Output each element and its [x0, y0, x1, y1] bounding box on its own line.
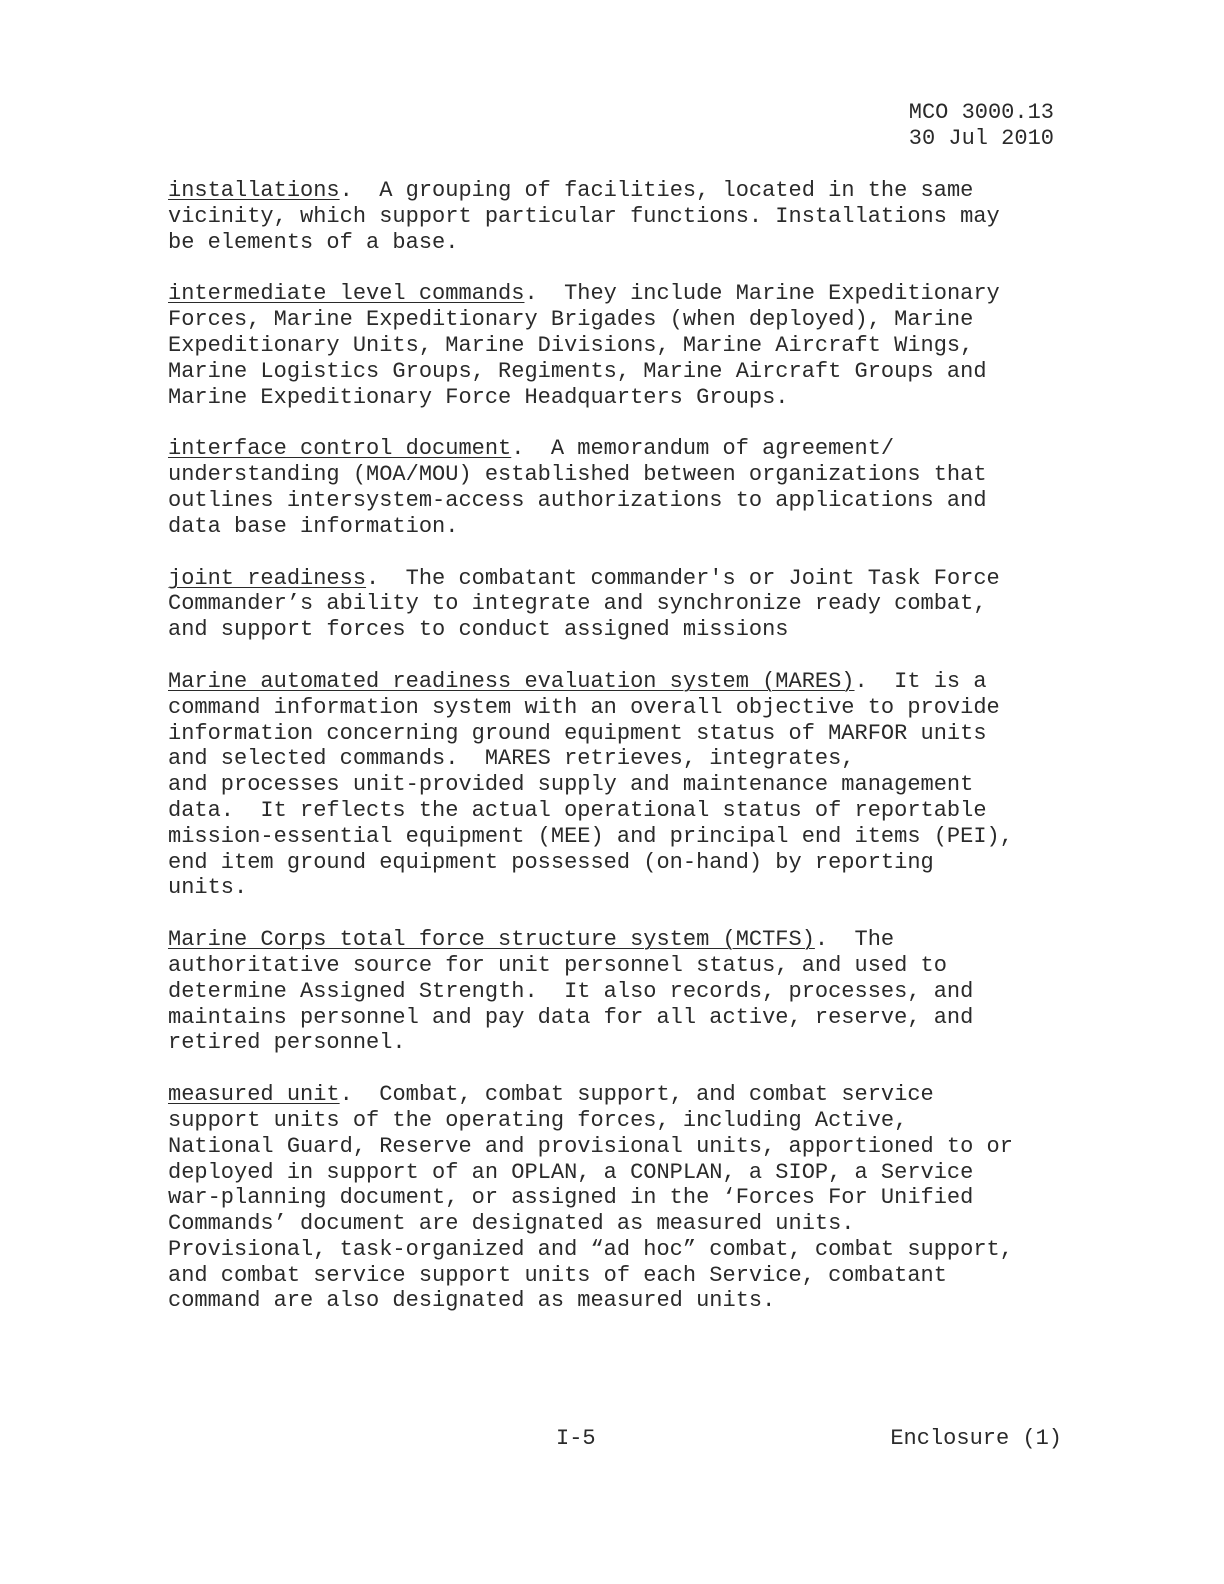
definition-line: Expeditionary Units, Marine Divisions, Marine Aircraft Wings,: [168, 332, 974, 358]
page-number: I-5: [556, 1426, 596, 1451]
definition-line: and processes unit-provided supply and maintenance management: [168, 772, 974, 798]
definition-line: determine Assigned Strength. It also records, processes, and: [168, 978, 974, 1004]
glossary-entry-interface-control-document: [168, 436, 1068, 539]
definition-line: Marine Logistics Groups, Regiments, Marine Aircraft Groups and: [168, 358, 987, 384]
definition-line: support units of the operating forces, including Active,: [168, 1107, 908, 1133]
definition-line: understanding (MOA/MOU) established between organizations that: [168, 462, 987, 488]
definition-line: National Guard, Reserve and provisional units, apportioned to or: [168, 1133, 1013, 1159]
definition-line: Marine Expeditionary Force Headquarters Groups.: [168, 384, 789, 410]
definition-line: outlines intersystem-access authorizations to applications and: [168, 487, 987, 513]
definition-line: end item ground equipment possessed (on-hand) by reporting: [168, 849, 934, 875]
definition-line: command information system with an overall objective to provide: [168, 694, 1000, 720]
document-header: [909, 100, 1054, 152]
definition-text: . A grouping of facilities, located in the same: [339, 178, 974, 203]
glossary-term: Marine automated readiness evaluation system (MARES): [168, 668, 855, 694]
definition-text: . The combatant commander's or Joint Task Force: [366, 565, 1000, 591]
definition-line: be elements of a base.: [168, 229, 459, 255]
definition-line: data base information.: [168, 513, 459, 539]
glossary-entry-intermediate-level-commands: [168, 281, 1068, 410]
glossary-term: installations: [168, 178, 340, 203]
glossary-term: intermediate level commands: [168, 281, 525, 307]
glossary-entry-joint-readiness: [168, 566, 1068, 643]
glossary-term: measured unit: [168, 1082, 340, 1108]
definition-text: . Combat, combat support, and combat service: [339, 1082, 934, 1108]
glossary-term: joint readiness: [168, 565, 367, 591]
definition-line: vicinity, which support particular functions. Installations may: [168, 203, 1000, 229]
definition-line: Commands’ document are designated as measured units.: [168, 1211, 855, 1237]
enclosure-label: Enclosure (1): [890, 1426, 1062, 1451]
definition-text: . It is a: [854, 668, 987, 694]
definition-text: . They include Marine Expeditionary: [524, 281, 1000, 307]
definition-line: command are also designated as measured units.: [168, 1288, 776, 1314]
definition-line: Commander’s ability to integrate and synchronize ready combat,: [168, 591, 987, 617]
glossary-entries: [168, 178, 1068, 1340]
document-date: 30 Jul 2010: [908, 126, 1054, 151]
definition-line: Forces, Marine Expeditionary Brigades (when deployed), Marine: [168, 307, 974, 333]
definition-line: units.: [168, 875, 248, 901]
definition-line: war-planning document, or assigned in the ‘Forces For Unified: [168, 1185, 974, 1211]
definition-line: maintains personnel and pay data for all active, reserve, and: [168, 1004, 974, 1030]
definition-line: mission-essential equipment (MEE) and principal end items (PEI),: [168, 823, 1013, 849]
definition-line: authoritative source for unit personnel status, and used to: [168, 952, 947, 978]
definition-line: information concerning ground equipment status of MARFOR units: [168, 720, 987, 746]
definition-line: and support forces to conduct assigned missions: [168, 617, 789, 643]
definition-line: and combat service support units of each Service, combatant: [168, 1262, 947, 1288]
definition-line: deployed in support of an OPLAN, a CONPLAN, a SIOP, a Service: [168, 1159, 974, 1185]
definition-line: Provisional, task-organized and “ad hoc” combat, combat support,: [168, 1236, 1013, 1262]
glossary-entry-measured-unit: [168, 1082, 1068, 1314]
glossary-entry-installations: [168, 178, 1068, 255]
definition-text: . The: [814, 927, 895, 953]
definition-line: retired personnel.: [168, 1030, 406, 1056]
glossary-entry-mctfs: [168, 927, 1068, 1056]
order-number: MCO 3000.13: [908, 100, 1054, 125]
glossary-entry-mares: [168, 669, 1068, 901]
definition-line: and selected commands. MARES retrieves, integrates,: [168, 746, 855, 772]
definition-text: . A memorandum of agreement/: [511, 436, 895, 462]
glossary-term: Marine Corps total force structure system (MCTFS): [168, 927, 815, 953]
definition-line: data. It reflects the actual operational status of reportable: [168, 797, 987, 823]
glossary-term: interface control document: [168, 436, 512, 462]
